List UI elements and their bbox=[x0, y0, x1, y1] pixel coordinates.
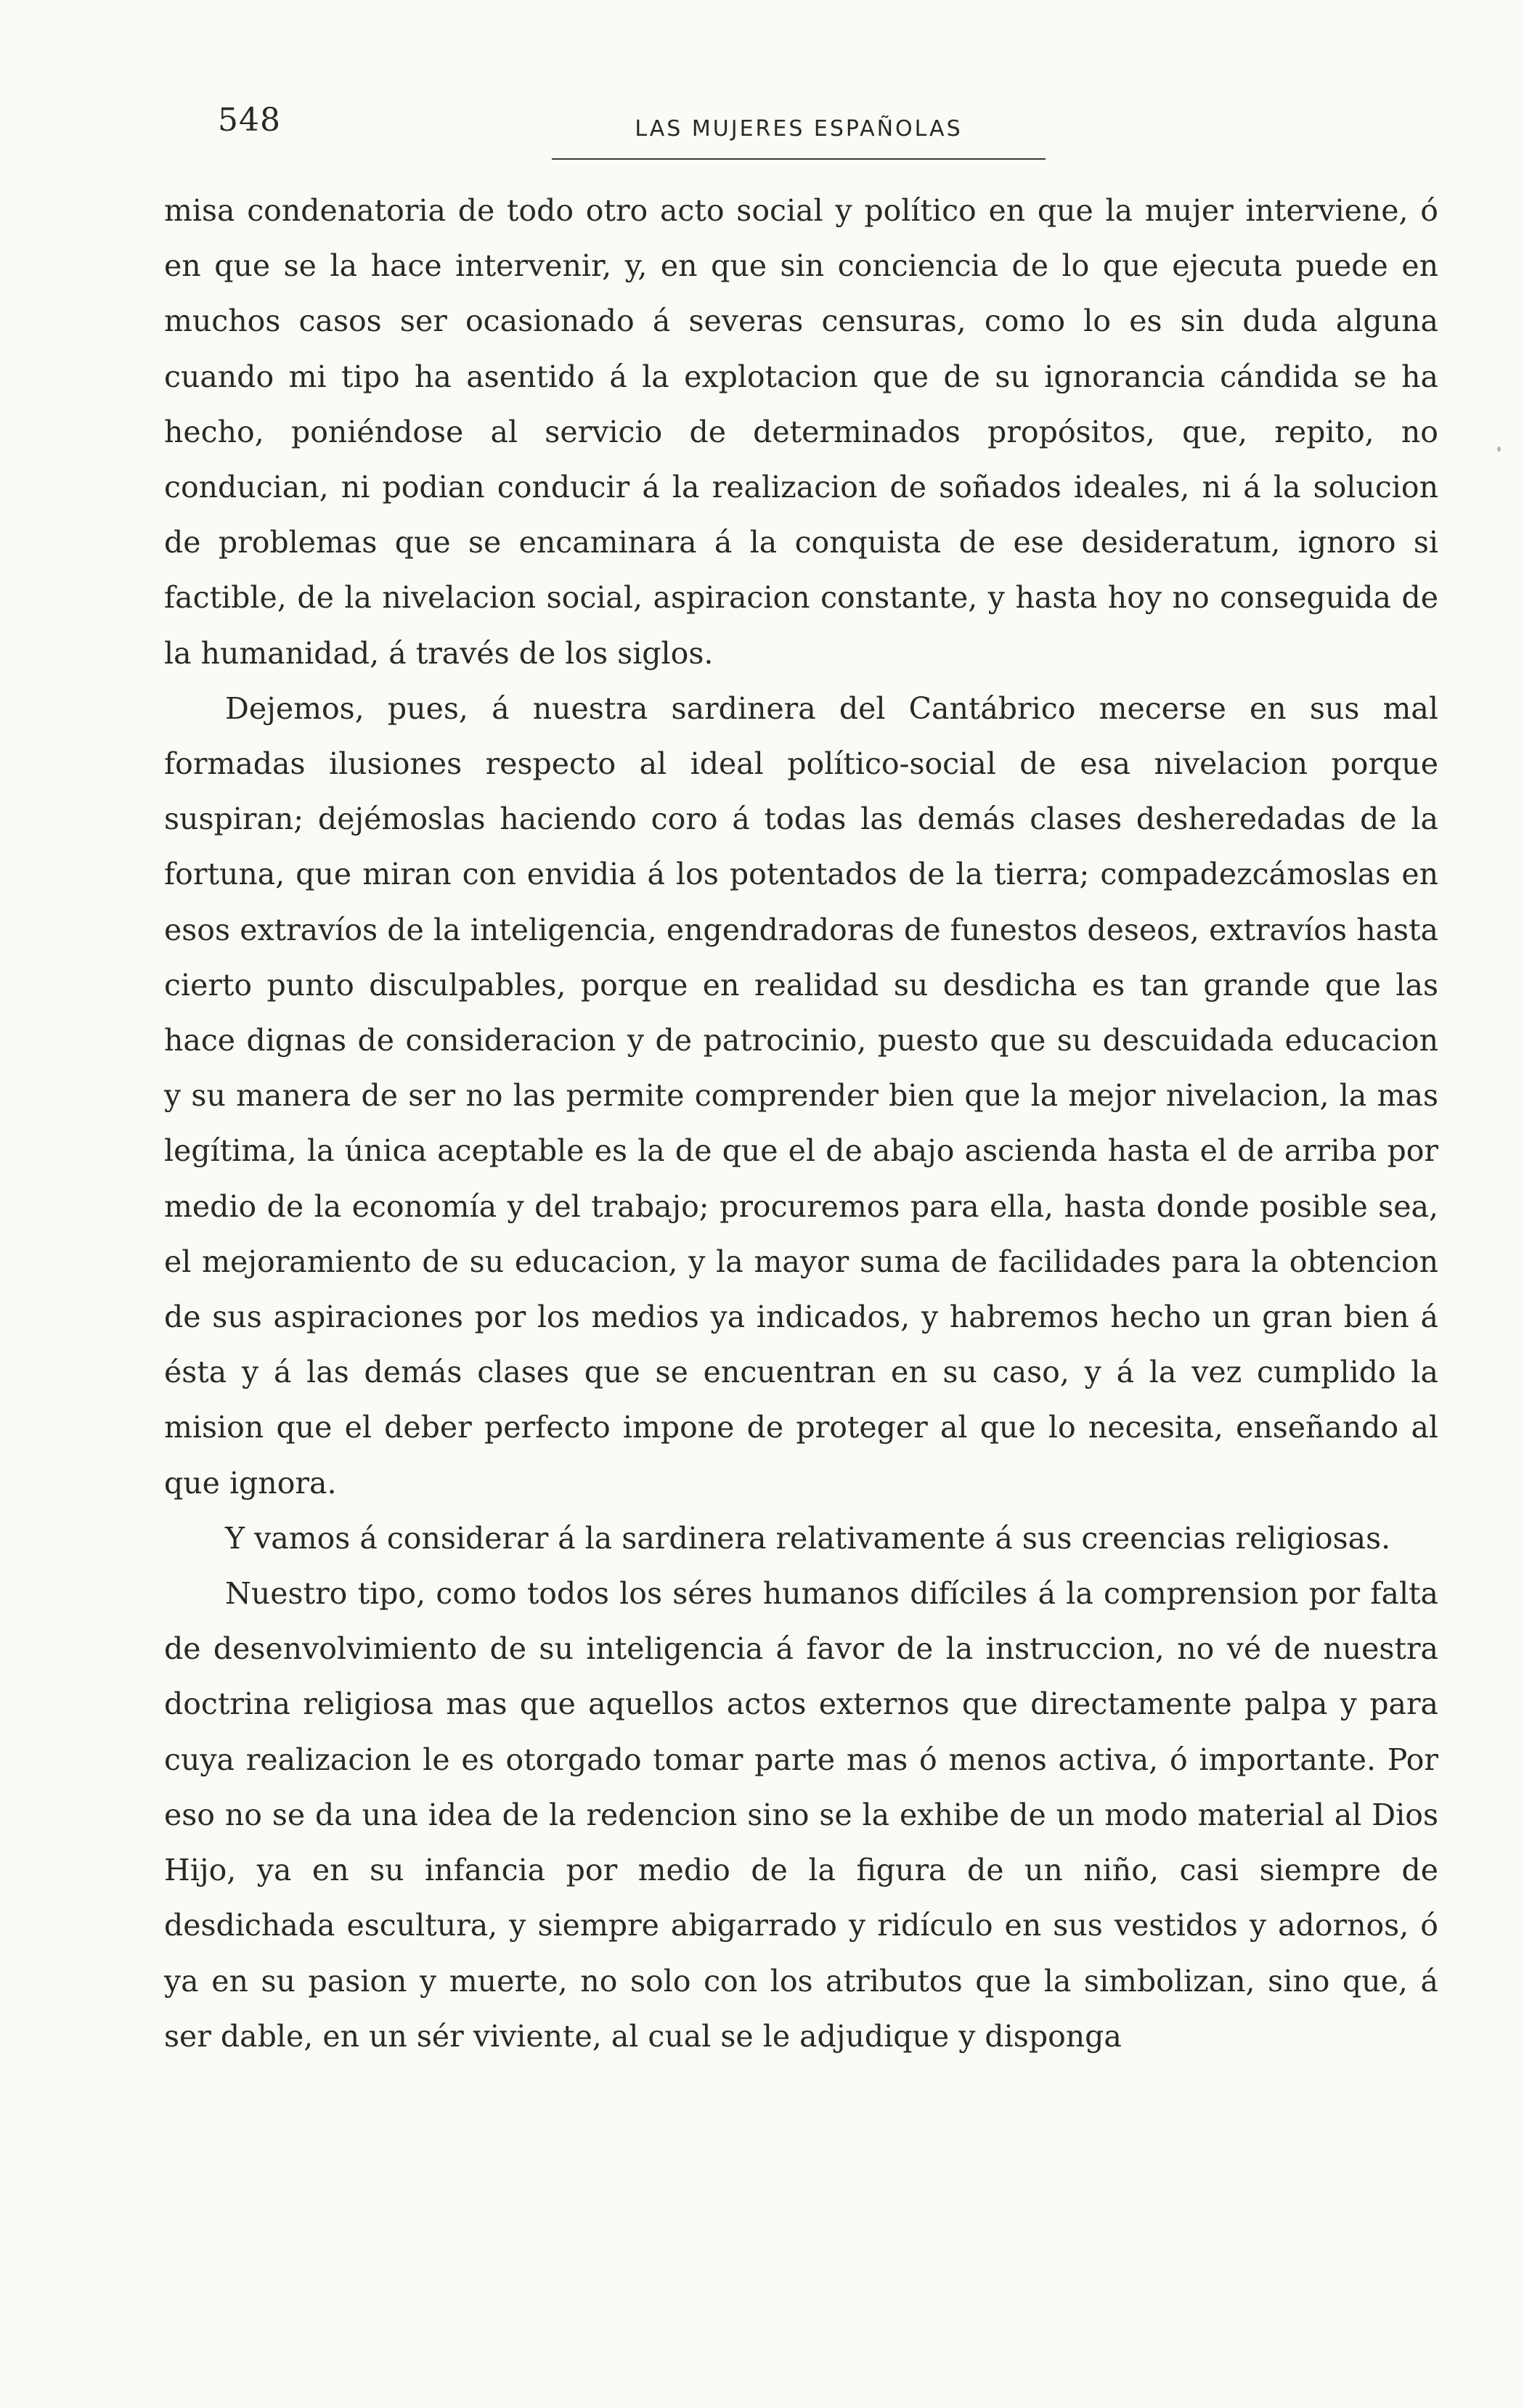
paragraph-4: Nuestro tipo, como todos los séres humanos difíciles á la comprension por falta de desenvolvimiento de su inteligencia á favor de la instruccion, no vé de nuestra doctrina religiosa mas que aquellos actos externos que directamente palpa y para cuya realizacion le es otorgado tomar parte mas ó menos activa, ó importante. Por eso no se da una idea de la redencion sino se la exhibe de un modo material al Dios Hijo, ya en su infancia por medio de la figura de un niño, casi siempre de desdichada escultura, y siempre abigarrado y ridículo en sus vestidos y adornos, ó ya en su pasion y muerte, no solo con los atributos que la simbolizan, sino que, á ser dable, en un sér viviente, al cual se le adjudique y disponga bbox=[164, 1576, 1438, 2054]
page-number: 548 bbox=[218, 102, 281, 139]
margin-speck bbox=[1497, 446, 1501, 452]
body-text bbox=[164, 183, 1438, 2064]
paragraph-3: Y vamos á considerar á la sardinera relativamente á sus creencias religiosas. bbox=[225, 1520, 1391, 1556]
paragraph-1: misa condenatoria de todo otro acto social y político en que la mujer interviene, ó en que se la hace intervenir, y, en que sin conciencia de lo que ejecuta puede en muchos casos ser ocasionado á severas censuras, como lo es sin duda alguna cuando mi tipo ha asentido á la explotacion que de su ignorancia cándida se ha hecho, poniéndose al servicio de determinados propósitos, que, repito, no conducian, ni podian conducir á la realizacion de soñados ideales, ni á la solucion de problemas que se encaminara á la conquista de ese desideratum, ignoro si factible, de la nivelacion social, aspiracion constante, y hasta hoy no conseguida de la humanidad, á través de los siglos. bbox=[164, 193, 1438, 671]
header-rule bbox=[552, 158, 1046, 160]
paragraph-2: Dejemos, pues, á nuestra sardinera del Cantábrico mecerse en sus mal formadas ilusiones respecto al ideal político-social de esa nivelacion porque suspiran; dejémoslas haciendo coro á todas las demás clases desheredadas de la fortuna, que miran con envidia á los potentados de la tierra; compadezcámoslas en esos extravíos de la inteligencia, engendradoras de funestos deseos, extravíos hasta cierto punto disculpables, porque en realidad su desdicha es tan grande que las hace dignas de consideracion y de patrocinio, puesto que su descuidada educacion y su manera de ser no las permite comprender bien que la mejor nivelacion, la mas legítima, la única aceptable es la de que el de abajo ascienda hasta el de arriba por medio de la economía y del trabajo; procuremos para ella, hasta donde posible sea, el mejoramiento de su educacion, y la mayor suma de facilidades para la obtencion de sus aspiraciones por los medios ya indicados, y habremos hecho un gran bien á ésta y á las demás clases que se encuentran en su caso, y á la vez cumplido la mision que el deber perfecto impone de proteger al que lo necesita, enseñando al que ignora. bbox=[164, 690, 1438, 1501]
running-title: LAS MUJERES ESPAÑOLAS bbox=[635, 116, 963, 142]
